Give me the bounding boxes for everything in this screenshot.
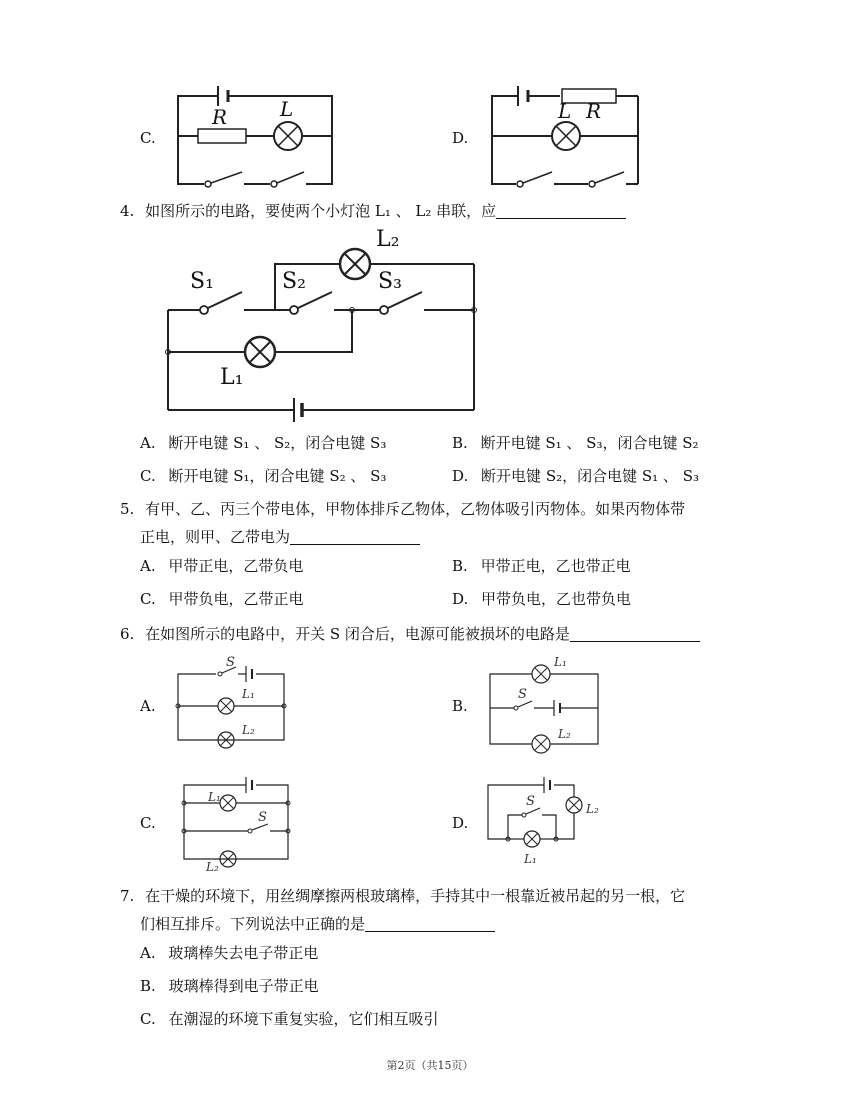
q5-stem-line2 <box>140 527 420 547</box>
option-letter: D. <box>452 467 469 485</box>
q3-figure-c <box>176 86 336 186</box>
q5-option-c[interactable] <box>140 589 304 609</box>
q3-figure-d <box>490 86 650 186</box>
q7-stem-line2 <box>140 914 495 934</box>
option-letter: D. <box>452 590 469 608</box>
q4-option-a[interactable] <box>140 433 386 453</box>
q6-figure-c <box>180 775 300 874</box>
q7-option-b[interactable] <box>140 976 319 996</box>
q3-option-c-letter: C. <box>140 129 156 147</box>
label-l1: L₁ <box>242 687 255 701</box>
label-l2: L₂ <box>242 723 255 737</box>
q6-figure-d <box>486 775 616 870</box>
label-l1: L₁ <box>524 852 537 866</box>
q6-option-d-letter[interactable]: D. <box>452 814 469 832</box>
question-text: 有甲、乙、丙三个带电体，甲物体排斥乙物体，乙物体吸引丙物体。如果丙物体带 <box>145 500 686 518</box>
label-s: S <box>518 687 527 702</box>
option-letter: B. <box>140 977 156 995</box>
label-s: S <box>226 655 235 670</box>
q6-stem <box>120 624 700 644</box>
label-s: S <box>526 794 535 809</box>
option-text: 断开电键 S₁ 、 S₃，闭合电键 S₂ <box>480 434 699 452</box>
question-number: 6. <box>120 625 135 643</box>
label-l1: L₁ <box>554 655 567 669</box>
label-l2: L₂ <box>206 860 219 874</box>
option-letter: A. <box>140 434 156 452</box>
q5-option-b[interactable] <box>452 556 631 576</box>
answer-blank[interactable] <box>365 915 495 932</box>
option-text: 甲带正电，乙也带正电 <box>480 557 631 575</box>
option-letter: B. <box>452 434 468 452</box>
label-l2: L₂ <box>558 727 571 741</box>
label-r: R <box>212 105 228 129</box>
q7-option-a[interactable] <box>140 943 318 963</box>
option-text: 玻璃棒得到电子带正电 <box>168 977 319 995</box>
option-letter: C. <box>140 1010 156 1028</box>
option-text: 甲带负电，乙也带负电 <box>481 590 632 608</box>
q5-option-a[interactable] <box>140 556 303 576</box>
label-s: S <box>258 810 267 825</box>
option-text: 甲带正电，乙带负电 <box>168 557 304 575</box>
q4-option-b[interactable] <box>452 433 699 453</box>
option-letter: C. <box>140 467 156 485</box>
q4-circuit-diagram <box>160 226 490 416</box>
option-letter: B. <box>452 557 468 575</box>
q4-option-c[interactable] <box>140 466 386 486</box>
option-letter: A. <box>140 557 156 575</box>
label-r: R <box>586 99 602 123</box>
label-l2: L₂ <box>586 802 599 816</box>
option-letter: A. <box>140 944 156 962</box>
label-l1: L₁ <box>208 790 221 804</box>
option-text: 断开电键 S₁ 、 S₂，闭合电键 S₃ <box>168 434 387 452</box>
question-number: 7. <box>120 887 135 905</box>
label-l: L <box>280 97 294 121</box>
q6-option-c-letter[interactable]: C. <box>140 814 156 832</box>
question-text: 在如图所示的电路中，开关 S 闭合后，电源可能被损坏的电路是 <box>145 625 570 643</box>
q7-stem-line1 <box>120 886 685 906</box>
question-number: 4. <box>120 202 135 220</box>
question-text: 们相互排斥。下列说法中正确的是 <box>140 915 366 933</box>
label-s3: S₃ <box>378 269 402 294</box>
option-text: 玻璃棒失去电子带正电 <box>168 944 319 962</box>
q5-stem-line1 <box>120 499 685 519</box>
option-text: 断开电键 S₂，闭合电键 S₁ 、 S₃ <box>481 467 699 485</box>
label-l2: L₂ <box>376 227 400 252</box>
label-s2: S₂ <box>282 269 306 294</box>
question-text: 如图所示的电路，要使两个小灯泡 L₁ 、 L₂ 串联，应 <box>145 202 497 220</box>
q6-option-a-letter[interactable]: A. <box>140 697 156 715</box>
q3-option-d-letter: D. <box>452 129 469 147</box>
question-number: 5. <box>120 500 135 518</box>
answer-blank[interactable] <box>290 528 420 545</box>
answer-blank[interactable] <box>570 625 700 642</box>
label-l1: L₁ <box>220 365 244 390</box>
question-text: 在干燥的环境下，用丝绸摩擦两根玻璃棒，手持其中一根靠近被吊起的另一根，它 <box>145 887 686 905</box>
label-s1: S₁ <box>190 269 214 294</box>
page-footer: 第2页（共15页） <box>386 1059 474 1072</box>
option-letter: C. <box>140 590 156 608</box>
q6-figure-a <box>176 655 296 748</box>
q6-option-b-letter[interactable]: B. <box>452 697 468 715</box>
option-text: 断开电键 S₁，闭合电键 S₂ 、 S₃ <box>168 467 387 485</box>
q5-option-d[interactable] <box>452 589 631 609</box>
option-text: 在潮湿的环境下重复实验，它们相互吸引 <box>168 1010 439 1028</box>
q7-option-c[interactable] <box>140 1009 439 1029</box>
answer-blank[interactable] <box>496 202 626 219</box>
option-text: 甲带负电，乙带正电 <box>168 590 304 608</box>
q6-figure-b <box>488 655 608 748</box>
q4-stem <box>120 201 626 221</box>
question-text: 正电，则甲、乙带电为 <box>140 528 291 546</box>
q4-option-d[interactable] <box>452 466 699 486</box>
label-l: L <box>558 99 572 123</box>
